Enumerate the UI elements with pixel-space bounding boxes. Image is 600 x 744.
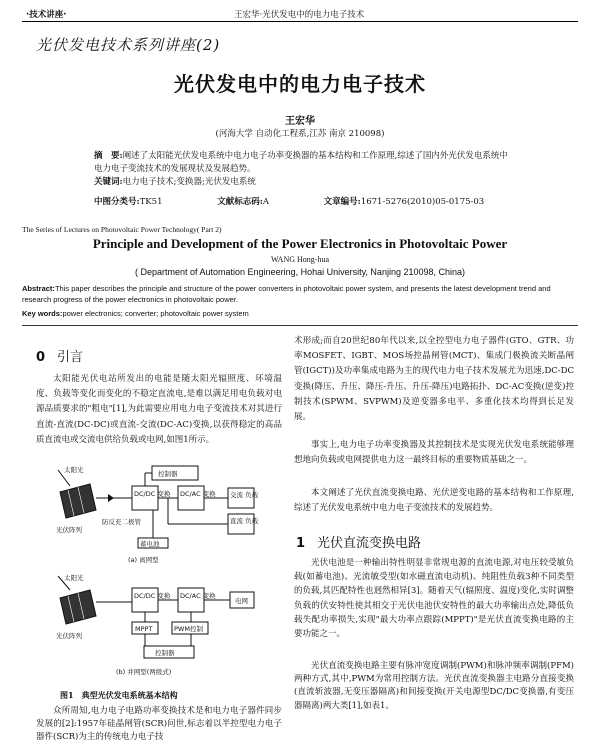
section-0-title: 引言 — [57, 350, 84, 365]
fig-b-dcac-label: DC/AC 变换 — [180, 592, 216, 600]
section-0-number: 0 — [36, 350, 46, 365]
abstract-cn-label: 摘 要: — [94, 151, 123, 161]
paper-title: 光伏发电中的电力电子技术 — [174, 72, 426, 96]
intro-paragraph-1: 太阳能光伏电站所发出的电能是随太阳光辐照度、环境温度、负载等变化而变化的不稳定直流电,是难以满足用电负载对电源品质要求的"粗电"[1],为此需要应用电力电子变流技术对其进行直流-直流(DC-DC)或直流-交流(DC-AC)变换,以获得稳定的高品质直流电或交流电供给负载或电网,如图1所示。 — [36, 374, 282, 445]
right-paragraph-3: 本文阐述了光伏直流变换电路、光伏逆变电路的基本结构和工作原理,综述了光伏发电系统中电力电子变流技术的发展趋势。 — [294, 488, 574, 514]
figure-1-caption: 图1 典型光伏发电系统基本结构 — [60, 690, 178, 700]
header-divider — [22, 325, 578, 326]
fig-a-caption: (a) 离网型 — [128, 556, 159, 564]
id-label: 文章编号: — [323, 197, 361, 207]
series-title: 光伏发电技术系列讲座(2) — [36, 36, 221, 54]
fig-b-dcdc-label: DC/DC 变换 — [134, 592, 171, 600]
keywords-en — [22, 309, 249, 318]
abstract-cn — [94, 150, 514, 189]
right-paragraph-5: 光伏直流变换电路主要有脉冲宽度调制(PWM)和脉冲频率调制(PFM)两种方式,其中,PWM为常用控制方法。光伏直流变换器主电路分直接变换(直流斩波器,无变压器隔离)和间接变换(开关电源型DC/DC变换器,有变压器隔离)两大类[1],如表1。 — [294, 661, 574, 711]
fig-b-mppt-label: MPPT — [135, 625, 153, 633]
fig-b-pwm-label: PWM控制 — [174, 625, 203, 633]
header-left: ·技术讲座· — [26, 10, 67, 20]
fig-b-array-label: 光伏阵列 — [56, 632, 82, 640]
keywords-en-text: power electronics; converter; photovoltaic power system — [62, 309, 249, 318]
fig-a-ac-load-label: 交流 负载 — [230, 491, 259, 499]
figure-1-diagram — [52, 462, 274, 724]
fig-a-array-label: 光伏阵列 — [56, 526, 82, 534]
doc-label: 文献标志码: — [217, 197, 263, 207]
fig-a-dcac-label: DC/AC 变换 — [180, 490, 216, 498]
pv-array-a — [60, 484, 96, 518]
affiliation: (河海大学 自动化工程系,江苏 南京 210098) — [215, 129, 385, 139]
fig-a-controller-label: 控制器 — [158, 470, 178, 478]
series-title-en: The Series of Lectures on Photovoltaic Power Technology( Part 2) — [22, 225, 222, 234]
fig-a-diode-label: 防反充二极管 — [102, 518, 141, 526]
fig-b-caption: (b) 并网型(两级式) — [116, 668, 172, 676]
pv-array-b — [60, 590, 96, 624]
keywords-cn-label: 关键词: — [94, 177, 123, 187]
abstract-en-text: This paper describes the principle and structure of the power converters in photovoltaic power system, and presents the latest development trend and research progress of the power electronics in photovoltaic power. — [22, 284, 551, 304]
affiliation-en: ( Department of Automation Engineering, Hohai University, Nanjing 210098, China) — [134, 267, 466, 277]
fig-a-dcdc-label: DC/DC 变换 — [134, 490, 171, 498]
section-1-number: 1 — [296, 536, 306, 551]
author: 王宏华 — [285, 116, 315, 127]
running-header — [22, 6, 578, 22]
fig-a-dc-load-label: 直流 负载 — [230, 517, 259, 525]
meta-cn — [94, 195, 536, 207]
doc-value: A — [262, 197, 269, 207]
author-en: WANG Hong-hua — [271, 255, 329, 264]
fig-b-controller-label: 控制器 — [155, 649, 175, 657]
id-value: 1671-5276(2010)05-0175-03 — [360, 197, 485, 207]
right-paragraph-1: 术形成;而自20世纪80年代以来,以全控型电力电子器件(GTO、GTR、功率MOSFET、IGBT、MOS场控晶闸管(MCT)、集成门极换流关断晶闸管(IGCT))及功率集成电路为主的现代电力电子技术发展尤为迅速,DC-DC变换(降压、升压、降压-升压、升压-降压)电路拓扑、DC-AC变换(逆变)控制技术(SPWM、SVPWM)及逆变器多电平、多重化技术均得到长足发展。 — [294, 336, 574, 423]
abstract-en — [22, 283, 578, 305]
keywords-cn-text: 电力电子技术;变换器;光伏发电系统 — [122, 177, 256, 187]
right-paragraph-2: 事实上,电力电子功率变换器及其控制技术是实现光伏发电系统能够理想地向负载或电网提供电力这一最终目标的重要物质基础之一。 — [294, 440, 574, 466]
clc-label: 中图分类号: — [94, 197, 140, 207]
clc-value: TK51 — [139, 197, 163, 207]
section-1-title: 光伏直流变换电路 — [317, 536, 422, 551]
fig-a-sun-label: 太阳光 — [64, 466, 84, 474]
fig-b-sun-label: 太阳光 — [64, 574, 84, 582]
diode-symbol — [108, 494, 114, 502]
intro-paragraph-2: 众所周知,电力电子电路功率变换技术是和电力电子器件同步发展的[2]:1957年硅晶闸管(SCR)问世,标志着以半控型电力电子器件(SCR)为主的传统电力电子技 — [36, 706, 282, 742]
abstract-cn-text: 阐述了太阳能光伏发电系统中电力电子功率变换器的基本结构和工作原理,综述了国内外光伏发电系统中电力电子变流技术的发展现状及发展趋势。 — [94, 151, 508, 174]
right-paragraph-4: 光伏电池是一种输出特性明显非常规电源的直流电源,对电压较受敏负载(如蓄电池)、光流敏受型(如水磁直流电动机)、纯阻性负载3种不同类型的负载,其匹配特性也迥然相异[3]。随着天气(辐照度、温度)变化,实时调整负载的伏安特性使其相交于光伏电池伏安特性的最大功率输出点处,降低负载失配功率损失,实现"最大功率点跟踪(MPPT)"是光伏直流变换电路的主要功能之一。 — [294, 558, 574, 640]
fig-a-battery-label: 蓄电池 — [140, 540, 160, 548]
header-right: 王宏华·光伏发电中的电力电子技术 — [234, 10, 365, 20]
abstract-en-label: Abstract: — [22, 284, 55, 293]
section-0-heading — [36, 346, 83, 365]
section-1-heading — [296, 532, 421, 551]
fig-b-grid-label: 电网 — [235, 597, 248, 605]
paper-title-en: Principle and Development of the Power Electronics in Photovoltaic Power — [92, 236, 508, 251]
keywords-en-label: Key words: — [22, 309, 63, 318]
